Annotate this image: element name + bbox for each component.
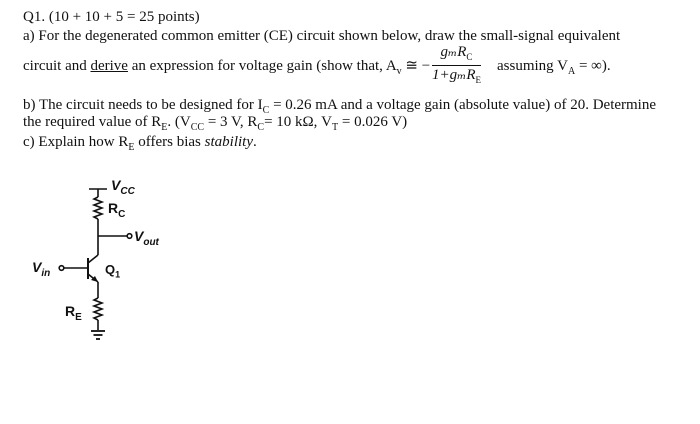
part-b-text-2: the required value of R xyxy=(23,114,162,130)
vin-terminal xyxy=(59,266,64,271)
part-b-text-1-rest: = 0.26 mA and a voltage gain (absolute value) of 20. Determine xyxy=(269,97,657,113)
rc-label xyxy=(108,200,125,220)
q1-label xyxy=(105,262,120,280)
vcc-label-text: V xyxy=(111,177,121,193)
va-subscript: A xyxy=(567,66,576,77)
part-b-text-1: b) The circuit needs to be designed for I xyxy=(23,97,263,113)
part-c-mid: offers bias xyxy=(134,134,205,150)
question-header-text: Q1. (10 + 10 + 5 = 25 points) xyxy=(23,9,200,25)
gain-den-text: 1+gₘR xyxy=(432,67,476,83)
va-infinity: = ∞). xyxy=(575,58,611,74)
vin-label xyxy=(32,259,50,279)
re-label xyxy=(65,303,82,323)
vin-label-text: V xyxy=(32,259,42,275)
q1-collector-lead xyxy=(88,255,98,263)
re-label-sub: E xyxy=(75,311,82,323)
vout-terminal xyxy=(127,234,132,239)
vcc-subscript: CC xyxy=(190,122,205,133)
vt-subscript: T xyxy=(332,122,339,133)
rc-label-sub: C xyxy=(118,208,126,220)
re-resistor xyxy=(94,298,102,320)
part-a-text-1: a) For the degenerated common emitter (CE) circuit shown below, draw the small-signal equivalent xyxy=(23,28,621,44)
ground-symbol xyxy=(91,331,105,339)
derive-word: derive xyxy=(90,58,128,74)
gain-num-sub: C xyxy=(466,52,473,62)
part-b-text-2-c: = 10 kΩ, V xyxy=(264,114,333,130)
vcc-label-sub: CC xyxy=(120,185,135,197)
vout-label-text: V xyxy=(134,228,144,244)
part-a-text-2-mid: an expression for voltage gain (show that, A xyxy=(127,58,397,74)
re-subscript-b: E xyxy=(161,122,168,133)
gain-den-sub: E xyxy=(475,75,481,85)
part-a-text-2-pre: circuit and xyxy=(23,58,91,74)
vin-label-sub: in xyxy=(41,267,51,279)
q1-label-text: Q xyxy=(105,262,116,277)
re-label-text: R xyxy=(65,303,76,319)
assuming-text: assuming V xyxy=(497,58,568,74)
vcc-label xyxy=(111,177,135,197)
rc-resistor xyxy=(94,197,102,219)
ic-subscript: C xyxy=(262,105,270,116)
part-c-text: c) Explain how R xyxy=(23,134,129,150)
part-b-text-2-a: . (V xyxy=(167,114,191,130)
vout-label-sub: out xyxy=(143,236,159,248)
stability-word: stability xyxy=(204,134,253,150)
rc-label-text: R xyxy=(108,200,119,216)
part-c-end: . xyxy=(252,134,257,150)
approx-sign: ≅ − xyxy=(401,58,431,74)
part-b-text-2-b: = 3 V, R xyxy=(204,114,258,130)
q1-label-sub: 1 xyxy=(115,269,121,280)
vout-label xyxy=(134,228,159,248)
av-subscript: v xyxy=(396,66,402,77)
part-b-text-2-d: = 0.026 V) xyxy=(338,114,408,130)
re-subscript-c: E xyxy=(128,142,135,153)
gain-num-text: gₘR xyxy=(440,44,467,60)
rc-subscript: C xyxy=(257,122,265,133)
